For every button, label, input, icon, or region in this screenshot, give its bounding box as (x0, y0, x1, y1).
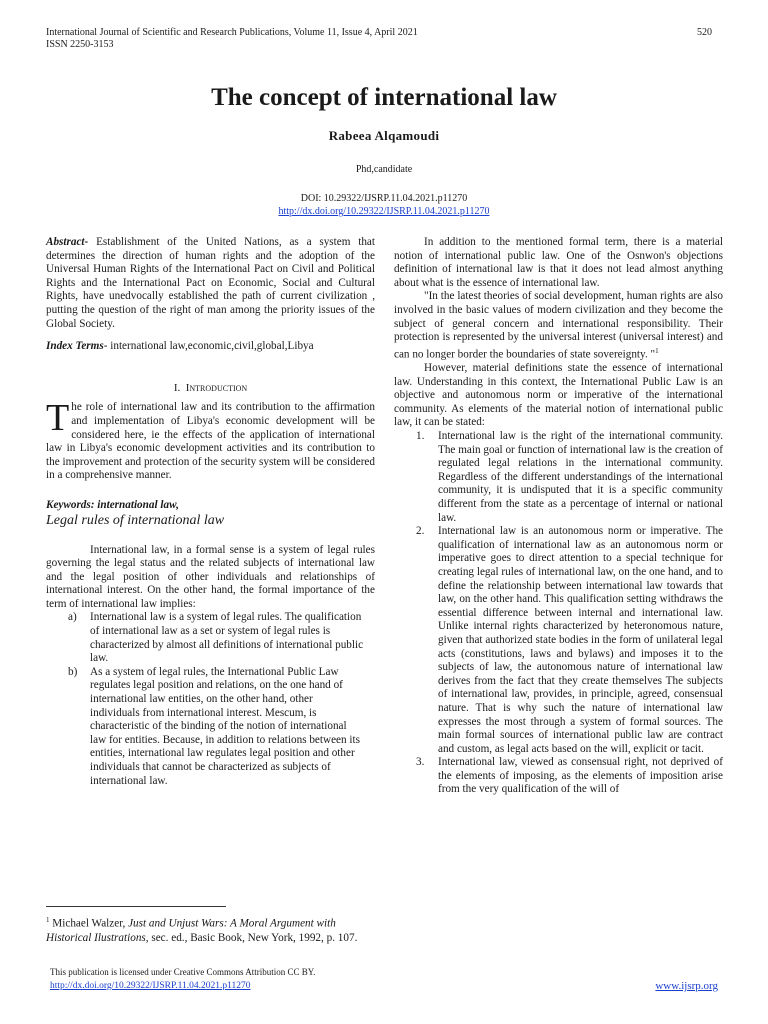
numbered-list (394, 430, 723, 797)
footer-link-wrap (50, 981, 251, 991)
list-item (46, 666, 375, 788)
section-title: Introduction (185, 381, 248, 394)
keywords: Keywords: international law, (46, 498, 179, 511)
subsection-heading: Legal rules of international law (46, 512, 225, 528)
list-item (394, 756, 723, 797)
intro-text: he role of international law and its contribution to the affirmation and implementation of Libya's economic development will be considered here, ie the effects of the application of international law in Libya's economic development activities and its contribution to the improvement and protection of the security system will be considered in a comprehensive manner. (46, 401, 375, 482)
list-marker: a) (68, 611, 77, 624)
footnote-ref[interactable]: 1 (655, 346, 659, 355)
doi-text: DOI: 10.29322/IJSRP.11.04.2021.p11270 (300, 193, 468, 204)
list-marker: 2. (416, 525, 425, 538)
author-name: Rabeea Alqamoudi (328, 128, 440, 143)
list-item-text: International law is the right of the international community. The main goal or function of international law is the creation of regulated legal relations in the international community. Regardless of the different understandings of the international community, it is undisputed that it is a specific community different from the state as a percentage of internal or national law. (438, 430, 723, 524)
footnote-divider (46, 906, 226, 907)
site-link[interactable]: www.ijsrp.org (655, 980, 718, 992)
footer-doi-link[interactable]: http://dx.doi.org/10.29322/IJSRP.11.04.2021.p11270 (50, 981, 251, 991)
paper-title: The concept of international law (211, 84, 557, 111)
footnote-author: Michael Walzer, (52, 917, 126, 930)
index-terms-text: - international law,economic,civil,global,Libya (103, 340, 314, 353)
footnote (46, 913, 378, 945)
page-number: 520 (697, 27, 712, 38)
issn: ISSN 2250-3153 (46, 39, 114, 50)
left-body-paragraph: International law, in a formal sense is a system of legal rules governing the legal status and the related subjects of international law and the legal position of other individuals and relationships of international interest. On the other hand, the formal importance of the term of international law implies: (46, 543, 375, 610)
right-column (394, 236, 723, 797)
footnote-number: 1 (46, 916, 50, 924)
license-text: This publication is licensed under Creative Commons Attribution CC BY. (50, 967, 316, 977)
quote-text: "In the latest theories of social development, human rights are also involved in the basic values of modern civilization and they become the subject of general concern and international responsibility. Their protection is represented by the universal interest (universal interest) and can no longer border the boundaries of state sovereignty. " (394, 290, 723, 361)
list-item-text: International law is an autonomous norm or imperative. The qualification of international law as an autonomous norm or imperative goes to direct attention to a special technique for creating legal rules of international law, on the one hand, and to define the relationship between international law towards that law, on the other hand. This qualification setting withdraws the essential difference between internal and international law. Unlike internal rights characterized by heteronomous nature, given that authorized state bodies in the form of unilateral legal acts (constitutions, laws and bylaws) and imposes it to the subjects of law, the autonomous nature of international law derives from the fact that they create themselves The subjects of international law, provides, in principle, agreed, consensual nature. That is why such the nature of international law expresses the most through a system of formal sources. The main formal sources of international public law are contract and custom, as legal acts based on the will, explicit or tacit. (438, 525, 723, 755)
abstract-text: Establishment of the United Nations, as a system that determines the direction of human rights and the adoption of the Universal Human Rights of the International Pact on Civil and Political Rights and the International Pact on Economic, Social and Cultural Rights, have unedvocally established the path of current civilization , putting the question of the right of man among the priority issues of the Global Society. (46, 236, 375, 330)
list-marker: b) (68, 665, 78, 678)
journal-name: International Journal of Scientific and Research Publications, Volume 11, Issue 4, April 2021 (46, 27, 418, 38)
list-item-text: International law is a system of legal rules. The qualification of international law as a set or system of legal rules is characterized by almost all definitions of international public law. (90, 611, 364, 665)
section-heading (46, 382, 375, 396)
footnote-rest: , sec. ed., Basic Book, New York, 1992, p. 107. (145, 931, 358, 944)
right-paragraph-1: In addition to the mentioned formal term, there is a material notion of international public law. One of the Osnwon's objections definition of international law is that it does not lead almost anything about what is the essence of international law. (394, 236, 723, 289)
index-terms-label: Index Terms (46, 340, 104, 353)
lettered-list (46, 611, 375, 788)
right-paragraph-2 (394, 290, 723, 362)
list-item (46, 611, 375, 665)
intro-paragraph (46, 397, 375, 483)
list-marker: 1. (416, 430, 425, 443)
running-header (46, 27, 646, 51)
affiliation: Phd,candidate (355, 164, 413, 175)
doi-link-wrap (0, 206, 768, 217)
left-column (46, 236, 375, 788)
drop-cap: T (46, 397, 70, 440)
list-item (394, 430, 723, 525)
site-link-wrap (630, 980, 718, 992)
list-item-text: International law, viewed as consensual right, not deprived of the elements of imposing, as the elements of imposition arise from the very qualification of the will of (438, 756, 723, 796)
list-item-text: As a system of legal rules, the International Public Law regulates legal position and relations, on the one hand of international law entities, on the other hand, other individuals from international interest. Mescum, is characteristic of the binding of the notion of international law for entities. Because, in addition to relations between its entities, international law regulates legal position and other individuals that cannot be characterized as subjects of international law. (90, 665, 360, 787)
abstract (46, 236, 375, 331)
list-item (394, 525, 723, 756)
abstract-label: Abstract- (46, 236, 89, 248)
index-terms (46, 340, 375, 354)
right-paragraph-3: However, material definitions state the essence of international law. Understanding in this context, the International Public Law is an objective and autonomous norm or imperative of the international community. As elements of the material notion of international public law, it can be stated: (394, 362, 723, 429)
doi-link[interactable]: http://dx.doi.org/10.29322/IJSRP.11.04.2021.p11270 (278, 206, 490, 217)
section-number: I. (173, 381, 181, 394)
footnote-title: Just and Unjust Wars: A Moral Argument with Historical Ilustrations (46, 917, 336, 944)
list-marker: 3. (416, 756, 425, 769)
